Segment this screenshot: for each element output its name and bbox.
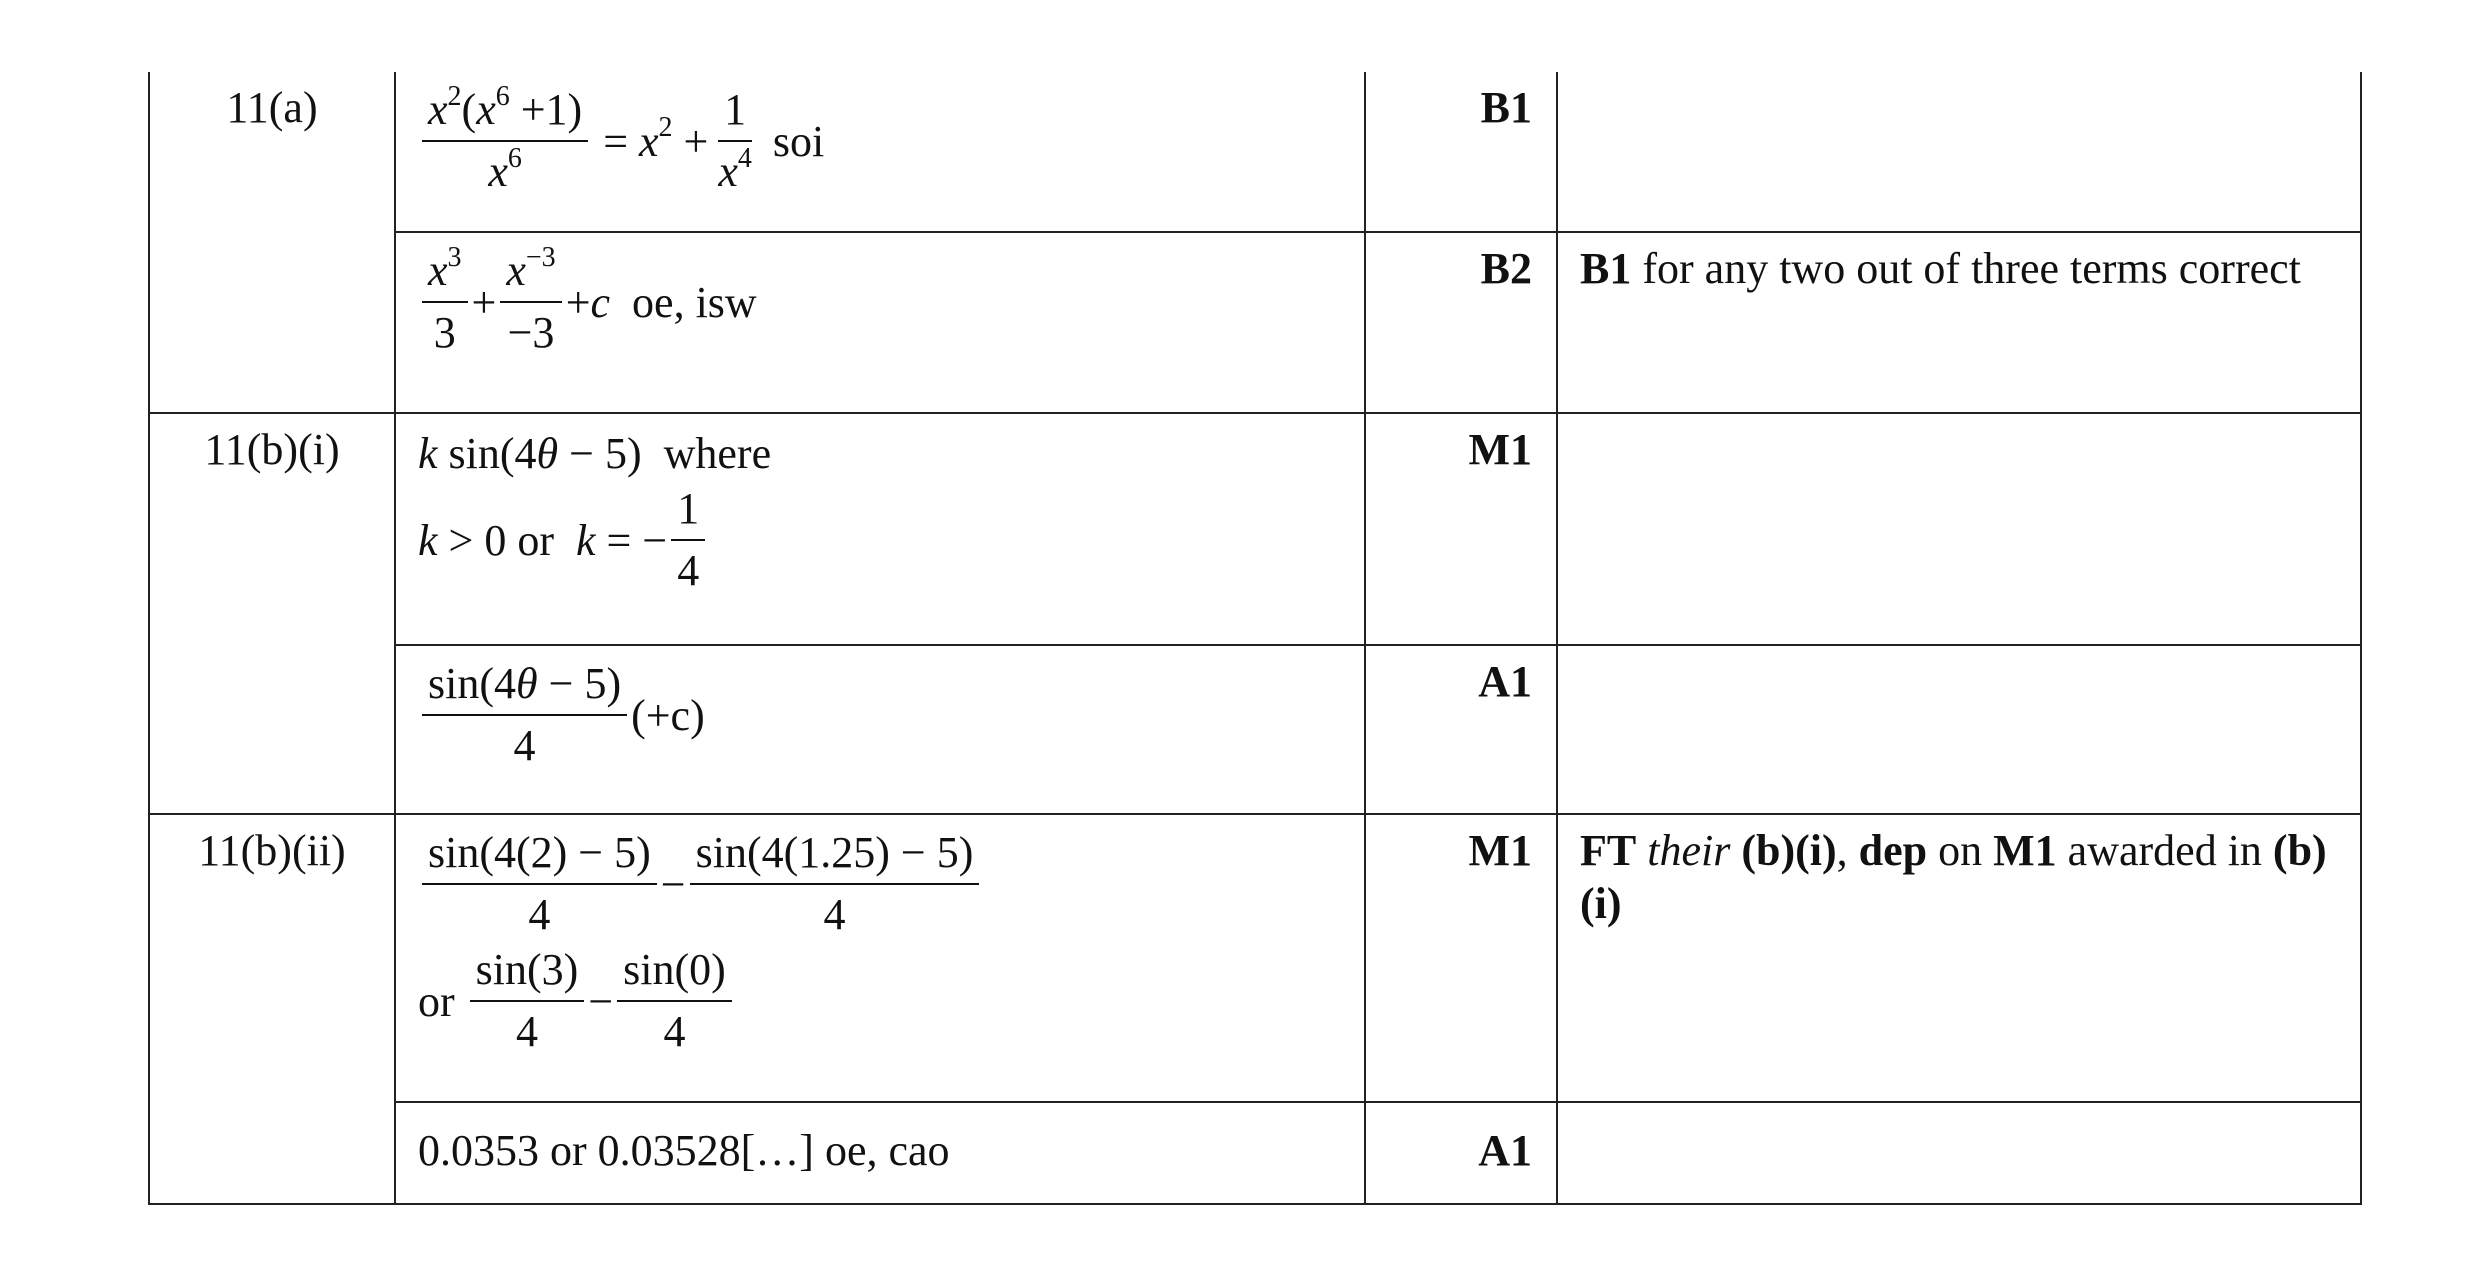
question-cell: 11(b)(i) <box>149 413 395 814</box>
answer-cell: 0.0353 or 0.03528[…] oe, cao <box>395 1102 1365 1204</box>
mark-cell: M1 <box>1365 814 1557 1102</box>
expression-line: $\frac{x^3}{3}$ + $\frac{x^{-3}}{-3}$ +c oe, isw <box>418 247 1342 358</box>
expression-line: or $\frac{\sin(3)}{4}$ − $\frac{\sin(0)}{4}$ <box>418 946 1342 1057</box>
fraction: $\frac{\sin(0)}{4}$ <box>617 946 732 1057</box>
fraction: $\frac{1}{4}$ <box>671 485 705 596</box>
guidance-cell <box>1557 1102 2361 1204</box>
fraction: $\frac{x^3}{3}$ <box>422 247 468 358</box>
guidance-cell <box>1557 645 2361 814</box>
mark-cell: M1 <box>1365 413 1557 645</box>
fraction: $\frac{1}{x^4}$ <box>718 85 752 197</box>
table-row <box>149 814 2361 1102</box>
answer-cell <box>395 232 1365 413</box>
table-row <box>149 232 2361 413</box>
fraction: $\frac{x^2(x^6 +1)}{x^6}$ <box>422 86 588 197</box>
guidance-cell: FT their (b)(i), dep on M1 awarded in (b)(i) <box>1557 814 2361 1102</box>
guidance-cell <box>1557 413 2361 645</box>
guidance-cell: B1 for any two out of three terms correct <box>1557 232 2361 413</box>
answer-cell <box>395 413 1365 645</box>
table-row <box>149 1102 2361 1204</box>
expression-line: k sin(4θ − 5) where <box>418 429 772 478</box>
fraction: $\frac{\sin(4\theta - 5)}{4}$ <box>422 660 627 771</box>
expression-line: $\frac{x^2(x^6 +1)}{x^6}$ = $x^2$ + $\frac{1}{x^4}$ soi <box>418 86 1342 197</box>
mark-cell: A1 <box>1365 645 1557 814</box>
question-cell: 11(a) <box>149 72 395 413</box>
mark-cell: B2 <box>1365 232 1557 413</box>
answer-cell <box>395 645 1365 814</box>
mark-cell: A1 <box>1365 1102 1557 1204</box>
fraction: $\frac{x^{-3}}{-3}$ <box>500 247 561 358</box>
question-cell: 11(b)(ii) <box>149 814 395 1204</box>
expression-line: k > 0 or k = − $\frac{1}{4}$ <box>418 485 1342 596</box>
table-row <box>149 645 2361 814</box>
fraction: $\frac{\sin(4(2) - 5)}{4}$ <box>422 829 657 940</box>
fraction: $\frac{\sin(3)}{4}$ <box>470 946 585 1057</box>
answer-cell <box>395 814 1365 1102</box>
fraction: $\frac{\sin(4(1.25) - 5)}{4}$ <box>690 829 980 940</box>
mark-scheme-table <box>148 72 2362 1205</box>
table-row <box>149 72 2361 232</box>
mark-cell: B1 <box>1365 72 1557 232</box>
guidance-cell <box>1557 72 2361 232</box>
answer-cell <box>395 72 1365 232</box>
table-row <box>149 413 2361 645</box>
expression-line: $\frac{\sin(4(2) - 5)}{4}$ − $\frac{\sin(4(1.25) - 5)}{4}$ <box>418 829 1342 940</box>
expression-line: $\frac{\sin(4\theta - 5)}{4}$ (+c) <box>418 660 1342 771</box>
